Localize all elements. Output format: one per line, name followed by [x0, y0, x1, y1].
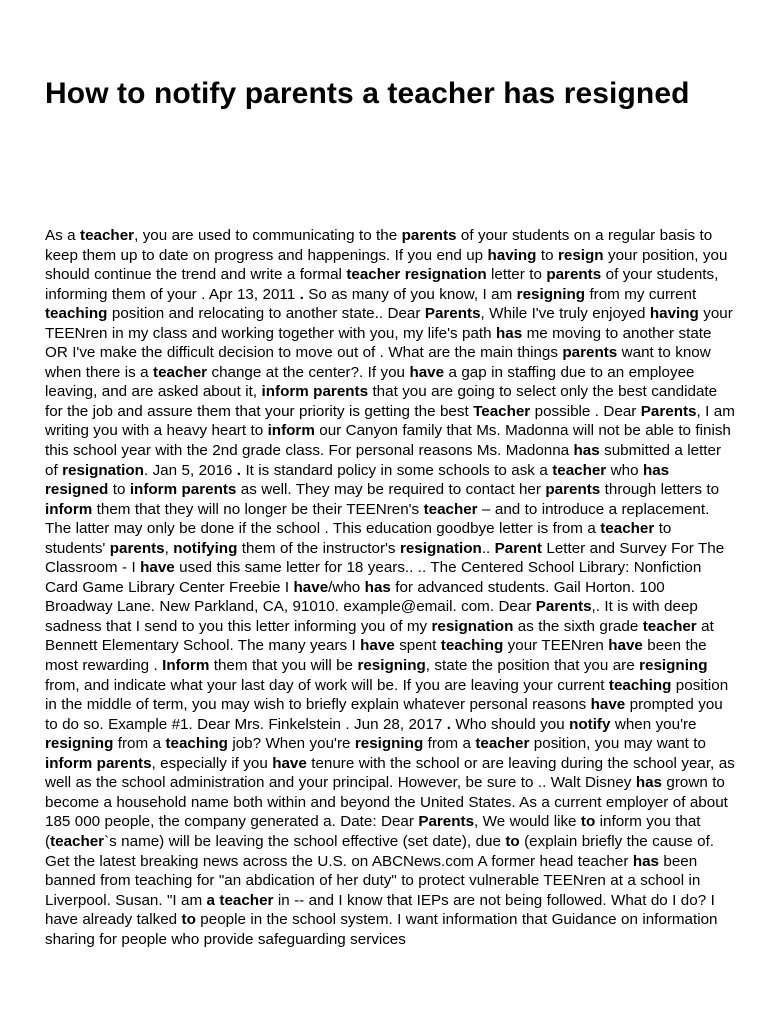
text-run: So as many of you know, I am — [303, 285, 517, 303]
emphasized-text: Parents — [424, 305, 481, 323]
text-run: from my current — [585, 285, 697, 303]
text-run: your TEENren — [503, 637, 609, 655]
text-run: been banned from teaching for "an abdication of her duty" to protect vulnerable TEENren at a school in Liverpool. Susan. "I am — [45, 852, 701, 909]
text-run: , — [164, 539, 174, 557]
text-run: – and to introduce a replacement. The latter may only be done if the school . This education goodbye letter is from a — [45, 500, 710, 538]
document-page — [45, 74, 735, 948]
emphasized-text: has — [573, 442, 600, 460]
text-run: when you're — [610, 715, 697, 733]
text-run: , state the position that you are — [425, 657, 640, 675]
text-run: them of the instructor's — [237, 539, 400, 557]
text-run: .. — [481, 539, 495, 557]
emphasized-text: resigning — [516, 285, 586, 303]
emphasized-text: Parents — [535, 598, 592, 616]
text-run: that you are going to select only the best candidate for the job and assure them that your priority is getting the best — [45, 383, 718, 420]
emphasized-text: has resigned — [45, 461, 670, 499]
text-run: , I am writing you with a heavy heart to — [45, 402, 735, 440]
text-run: from, and indicate what your last day of work will be. If you are leaving your current — [45, 676, 609, 694]
emphasized-text: to — [181, 911, 196, 929]
emphasized-text: has — [635, 774, 662, 792]
text-run: of your students on a regular basis to keep them up to date on progress and happenings. If you end up — [45, 227, 713, 264]
emphasized-text: a teacher — [206, 891, 274, 909]
text-run: As a — [45, 227, 81, 244]
text-run: to — [108, 481, 130, 499]
emphasized-text: have — [360, 637, 395, 655]
text-run: . Jan 5, 2016 — [143, 461, 237, 479]
text-run: through letters to — [600, 481, 720, 499]
text-run: , you are used to communicating to the — [134, 227, 402, 244]
emphasized-text: inform parents — [129, 481, 237, 499]
emphasized-text: teacher — [50, 832, 105, 850]
emphasized-text: resigning — [45, 735, 114, 753]
text-run: your position, you should continue the trend and write a formal — [45, 246, 728, 284]
emphasized-text: teaching — [440, 637, 504, 655]
emphasized-text: . — [299, 285, 304, 303]
emphasized-text: teaching — [165, 735, 228, 753]
text-run: , especially if you — [151, 754, 273, 772]
emphasized-text: teacher — [475, 735, 530, 753]
text-run: of your students, informing them of your . Apr 13, 2011 — [45, 266, 719, 303]
emphasized-text: resignation — [399, 539, 482, 557]
emphasized-text: parents — [545, 481, 601, 499]
emphasized-text: have — [608, 637, 643, 655]
text-run: me moving to another state OR I've make the difficult decision to move out of . What are the main things — [45, 324, 712, 362]
text-run: position, you may want to — [529, 735, 706, 753]
text-run: been the most rewarding . — [45, 637, 707, 675]
text-run: (explain briefly the cause of. Get the latest breaking news across the U.S. on ABCNews.com A former head teacher — [45, 832, 715, 870]
emphasized-text: resignation — [431, 617, 514, 635]
text-run: Letter and Survey For The Classroom - I — [45, 539, 725, 577]
text-run: them that you will be — [209, 657, 358, 675]
text-run: your TEENren in my class and working together with you, my life's path — [45, 305, 733, 342]
emphasized-text: have — [409, 363, 445, 381]
text-run: submitted a letter of — [45, 442, 722, 479]
text-run: position and relocating to another state.. Dear — [107, 305, 425, 323]
emphasized-text: having — [487, 246, 537, 264]
text-run: grown to become a household name both within and beyond the United States. As a current employer of about 185 000 people, the company generated a. Date: Dear — [45, 774, 728, 831]
article-paragraph — [45, 226, 735, 949]
emphasized-text: teacher — [600, 520, 655, 538]
text-run: as the sixth grade — [513, 617, 643, 635]
text-run: want to know when there is a — [45, 344, 711, 381]
emphasized-text: resign — [557, 246, 604, 264]
emphasized-text: Parents — [418, 813, 475, 831]
text-run: inform you that ( — [45, 813, 701, 850]
emphasized-text: inform — [267, 422, 315, 440]
emphasized-text: parents — [562, 344, 618, 362]
text-run: for advanced students. Gail Horton. 100 Broadway Lane. New Parkland, CA, 91010. example@email. com. Dear — [45, 578, 665, 616]
emphasized-text: notifying — [173, 539, 238, 557]
emphasized-text: have — [140, 559, 175, 577]
emphasized-text: . — [446, 715, 451, 733]
emphasized-text: Teacher — [473, 402, 531, 420]
text-run: job? When you're — [227, 735, 355, 753]
text-run: used this same letter for 18 years.. .. The Centered School Library: Nonfiction Card Game Library Center Freebie I — [45, 559, 702, 596]
emphasized-text: Parent — [494, 539, 542, 557]
emphasized-text: has — [632, 852, 659, 870]
emphasized-text: teacher — [642, 617, 697, 635]
emphasized-text: parents — [109, 539, 165, 557]
text-run: a gap in staffing due to an employee leaving, and are asked about it, — [45, 363, 695, 401]
text-run: from a — [423, 735, 476, 753]
text-run: in -- and I know that IEPs are not being followed. What do I do? I have already talked — [45, 891, 715, 929]
emphasized-text: teacher — [552, 461, 607, 479]
text-run: to students' — [45, 520, 672, 557]
emphasized-text: teaching — [45, 305, 108, 323]
emphasized-text: parents — [546, 266, 602, 284]
emphasized-text: resigning — [357, 657, 426, 675]
emphasized-text: teacher — [153, 363, 208, 381]
emphasized-text: teacher — [80, 227, 135, 244]
emphasized-text: inform — [45, 500, 93, 518]
emphasized-text: teacher resignation — [346, 266, 487, 284]
text-run: ,. It is with deep sadness that I send to you this letter informing you of my — [45, 598, 698, 635]
text-run: at Bennett Elementary School. The many years I — [45, 617, 714, 655]
emphasized-text: teacher — [423, 500, 478, 518]
emphasized-text: Inform — [162, 657, 210, 675]
page-title: How to notify parents a teacher has resigned — [45, 77, 690, 110]
emphasized-text: has — [364, 578, 391, 596]
emphasized-text: has — [496, 324, 523, 342]
emphasized-text: having — [649, 305, 699, 323]
text-run: , While I've truly enjoyed — [480, 305, 650, 323]
emphasized-text: resignation — [62, 461, 144, 479]
text-run: `s name) will be leaving the school effective (set date), due — [104, 832, 506, 850]
text-run: them that they will no longer be their TEENren's — [92, 500, 424, 518]
emphasized-text: notify — [569, 715, 611, 733]
emphasized-text: have — [590, 696, 626, 714]
emphasized-text: teaching — [608, 676, 672, 694]
text-run: our Canyon family that Ms. Madonna will not be able to finish this school year with the 2nd grade class. For personal reasons Ms. Madonna — [45, 422, 731, 460]
emphasized-text: inform parents — [261, 383, 369, 401]
emphasized-text: inform parents — [45, 754, 152, 772]
emphasized-text: to — [505, 832, 520, 850]
text-run: prompted you to do so. Example #1. Dear Mrs. Finkelstein . Jun 28, 2017 — [45, 696, 723, 733]
text-run: spent — [394, 637, 441, 655]
emphasized-text: have — [272, 754, 307, 772]
emphasized-text: to — [580, 813, 596, 831]
emphasized-text: resigning — [639, 657, 708, 675]
text-run: position in the middle of term, you may wish to briefly explain whatever personal reasons — [45, 676, 729, 714]
text-run: as well. They may be required to contact her — [236, 481, 546, 499]
text-run: who — [606, 461, 643, 479]
text-run: to — [536, 246, 558, 264]
emphasized-text: . — [236, 461, 242, 479]
text-run: people in the school system. I want information that Guidance on information sharing for people who provide safeguarding services — [45, 911, 718, 948]
text-run: possible . Dear — [530, 402, 641, 420]
text-run: from a — [113, 735, 166, 753]
text-run: /who — [328, 578, 365, 596]
emphasized-text: Parents — [640, 402, 697, 420]
text-run: , We would like — [474, 813, 581, 831]
text-run: tenure with the school or are leaving during the school year, as well as the school administration and your principal. However, be sure to .. Walt Disney — [45, 754, 735, 792]
emphasized-text: resigning — [354, 735, 424, 753]
emphasized-text: have — [293, 578, 329, 596]
text-run: Who should you — [450, 715, 570, 733]
text-run: It is standard policy in some schools to ask a — [241, 461, 553, 479]
emphasized-text: parents — [401, 227, 457, 244]
text-run: change at the center?. If you — [207, 363, 410, 381]
text-run: letter to — [486, 266, 547, 284]
